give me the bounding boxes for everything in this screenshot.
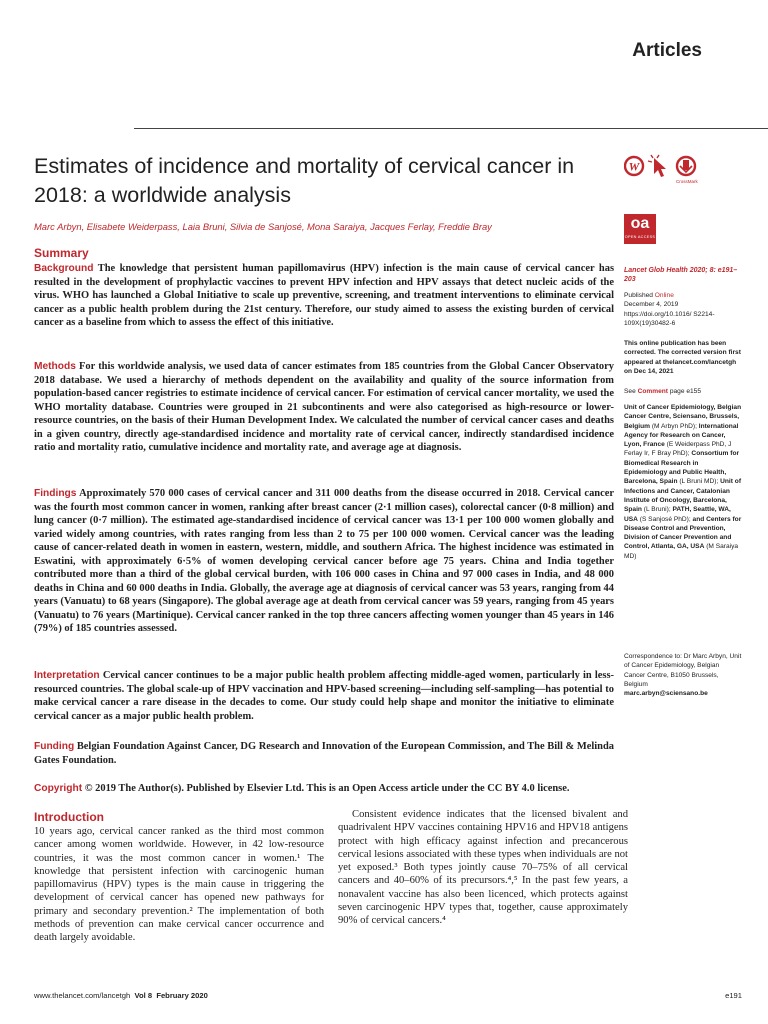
footer-volume: Vol 8 [134,991,153,1000]
footer-date: February 2020 [156,991,208,1000]
abstract-funding [34,740,614,767]
correspondence-text: Correspondence to: Dr Marc Arbyn, Unit of Cancer Epidemiology, Belgian Cancer Centre, B1050 Brussels, Belgium [624,653,742,688]
footer-left [34,991,208,1000]
abstract-findings [34,487,614,636]
introduction-heading: Introduction [34,810,104,824]
crossmark-label: CrossMark [676,179,698,184]
intro-column-1: 10 years ago, cervical cancer ranked as the third most common cancer among women worldwide. However, in 42 low-resource countries, it was the most common cancer in women.¹ The knowledge that persistent infection with carcinogenic human papillomavirus (HPV) types is the main cause in triggering the development of cervical cancer has opened new pathways for primary and secondary prevention.² The implementation of both methods of prevention can make cervical cancer occurrence and death largely avoidable. [34,826,324,944]
affiliation-item: International Agency for Research on Cancer, Lyon, France (E Weiderpass PhD, J Ferlay Ir, F Bray PhD); [624,422,739,458]
affiliation-item: PATH, Seattle, WA, USA (S Sanjosé PhD); [624,506,731,523]
cursor-click-icon[interactable] [648,155,666,177]
header-rule [134,128,768,129]
affiliation-item: Unit of Cancer Epidemiology, Belgian Cancer Centre, Sciensano, Brussels, Belgium (M Arbyn PhD); [624,404,742,430]
affiliation-item: Consortium for Biomedical Research in Epidemiology and Public Health, Barcelona, Spain (L Bruni MD); [624,450,740,486]
doi-link[interactable]: https://doi.org/10.1016/ S2214-109X(19)30482-6 [624,310,715,327]
article-title: Estimates of incidence and mortality of cervical cancer in 2018: a worldwide analysis [34,154,575,207]
crossmark-icon[interactable] [677,157,695,175]
abstract-copyright [34,782,614,796]
abstract-background [34,262,614,330]
updates-icon[interactable] [625,157,643,175]
section-label: Articles [632,40,702,61]
affiliations [624,403,742,561]
correspondence [624,652,742,698]
findings-head: Findings [34,488,77,499]
email-link[interactable]: marc.arbyn@sciensano.be [624,690,708,698]
comment-link[interactable]: Comment [637,388,668,395]
interpretation-head: Interpretation [34,670,100,681]
published-date: December 4, 2019 [624,301,679,309]
page-number: e191 [725,991,742,1000]
affiliation-item: Unit of Infections and Cancer, Catalonian Institute of Oncology, Barcelona, Spain (L Bruni); [624,478,742,514]
summary-heading: Summary [34,246,89,260]
open-access-icon [624,214,656,244]
background-head: Background [34,263,94,274]
abstract-methods [34,360,614,455]
see-comment: See Comment page e155 [624,388,701,395]
svg-text:W: W [628,159,640,174]
correction-note: This online publication has been corrected. The corrected version first appeared at thelancet.com/lancetgh on Dec 14, 2021 [624,340,741,375]
copyright-text: © 2019 The Author(s). Published by Elsevier Ltd. This is an Open Access article under the CC BY 4.0 license. [84,783,570,794]
methods-text: For this worldwide analysis, we used data of cancer estimates from 185 countries from the Global Cancer Observatory 2018 database. We used a hierarchy of methods dependent on the availability and quality of the source information from population-based cancer registries to estimate incidence of cervical cancer. For estimation of cervical cancer mortality, we used the WHO mortality database. Countries were grouped in 21 subcontinents and were also categorised as high-resource or lower-resource countries, on the basis of their Human Development Index. We calculated the number of cervical cancer cases and deaths in a given country, directly age-standardised incidence and mortality rate of cervical cancer, indirectly standardised incidence ratio and mortality ratio, cumulative incidence and mortality rate, and average age at diagnosis. [34,361,615,453]
author-list[interactable]: Marc Arbyn, Elisabete Weiderpass, Laia Bruni, Silvia de Sanjosé, Mona Saraiya, Jacques Ferlay, Freddie Bray [34,221,492,232]
oa-subtext: OPEN ACCESS [624,235,656,239]
funding-head: Funding [34,741,75,752]
publication-info [624,291,742,328]
interpretation-text: Cervical cancer continues to be a major public health problem affecting middle-aged women, particularly in less-resourced countries. The global scale-up of HPV vaccination and HPV-based screening—including self-sampling—has potential to make cervical cancer a rare disease in the decades to come. Our study could help shape and monitor the initiative to eliminate cervical cancer as a major public health problem. [34,670,615,722]
funding-text: Belgian Foundation Against Cancer, DG Research and Innovation of the European Commission, and The Bill & Melinda Gates Foundation. [34,741,615,766]
oa-text: oa [630,215,650,232]
published-online-link[interactable]: Online [654,292,674,299]
affiliation-item: and Centers for Disease Control and Prevention, Division of Cancer Prevention and Control, Atlanta, GA, USA (M Saraiya MD) [624,515,742,560]
footer-site-link[interactable]: www.thelancet.com/lancetgh [34,991,131,1000]
journal-citation: Lancet Glob Health 2020; 8: e191–203 [624,267,738,284]
intro-column-2: Consistent evidence indicates that the licensed bivalent and quadrivalent HPV vaccines containing HPV16 and HPV18 antigens protect with high efficacy against infection and precancerous cervical lesions associated with these types when individuals are not yet exposed.³ Both types jointly cause 70–75% of all cervical cancers and 40–60% of its precursors.⁴,⁵ In the past few years, a nonavalent vaccine has also been licenced, which protects against seven carcinogenic HPV types that, together, cause approximately 90% of cervical cancers.⁴ [338,809,628,927]
methods-head: Methods [34,361,76,372]
published-line: Published Online [624,292,674,299]
findings-text: Approximately 570 000 cases of cervical cancer and 311 000 deaths from the disease occurred in 2018. Cervical cancer was the fourth most common cancer in women, ranking after breast cancer (2·1 million cases), colorectal cancer (0·8 million) and lung cancer (0·7 million). The estimated age-standardised incidence of cervical cancer was 13·1 per 100 000 women globally and varied widely among countries, with rates ranging from less than 2 to 75 per 100 000 women. Cervical cancer was the leading cause of cancer-related death in women in eastern, western, middle, and southern Africa. The highest incidence was estimated in Eswatini, with approximately 6·5% of women developing cervical cancer before age 75 years. China and India together contributed more than a third of the global cervical burden, with 106 000 cases in China and 97 000 cases in India, and 48 000 deaths in China and 60 000 deaths in India. Globally, the average age at diagnosis of cervical cancer was 53 years, ranging from 44 years (Vanuatu) to 68 years (Singapore). The global average age at death from cervical cancer was 59 years, ranging from 45 years (Vanuatu) to 76 years (Martinique). Cervical cancer ranked in the top three cancers affecting women younger than 45 years in 146 (79%) of 185 countries assessed. [34,488,614,634]
background-text: The knowledge that persistent human papillomavirus (HPV) infection is the main cause of cervical cancer has resulted in the development of prophylactic vaccines to prevent HPV infection and HPV assays that detect nucleic acids of the virus. WHO has launched a Global Initiative to scale up preventive, screening, and treatment interventions to eliminate cervical cancer as a public health problem during the 21st century. Therefore, our study aimed to assess the existing burden of cervical cancer as a baseline from which to assess the effect of this initiative. [34,263,615,328]
copyright-head: Copyright [34,783,83,794]
abstract-interpretation [34,669,614,723]
